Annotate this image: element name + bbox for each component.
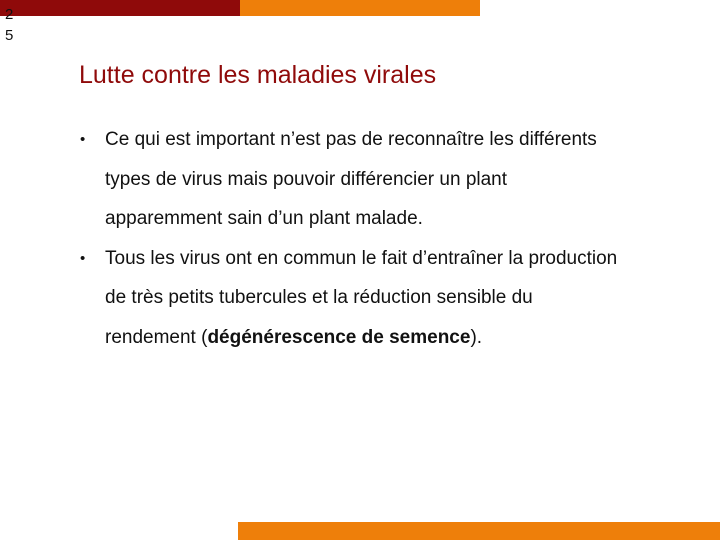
slide-number: 25 (5, 6, 14, 44)
bullet-item (80, 120, 620, 239)
bullet-bold-term: dégénérescence de semence (207, 326, 471, 348)
bullet-text: Tous les virus ont en commun le fait d’entraîner la production de très petits tubercules et la réduction sensible du rendement ( (105, 247, 618, 348)
slide-title: Lutte contre les maladies virales (79, 61, 437, 89)
bullet-text-end: ). (470, 326, 483, 348)
bullet-item (80, 239, 620, 358)
top-bar-orange (240, 0, 480, 16)
bullet-text: Ce qui est important n’est pas de reconnaître les différents types de virus mais pouvoir différencier un plant apparemment sain d’un plant malade. (105, 129, 597, 229)
bullet-icon: • (80, 249, 86, 267)
bullet-list (80, 120, 620, 357)
top-bar-dark (0, 0, 240, 16)
bottom-bar-orange (238, 522, 720, 540)
bullet-icon: • (80, 131, 86, 148)
